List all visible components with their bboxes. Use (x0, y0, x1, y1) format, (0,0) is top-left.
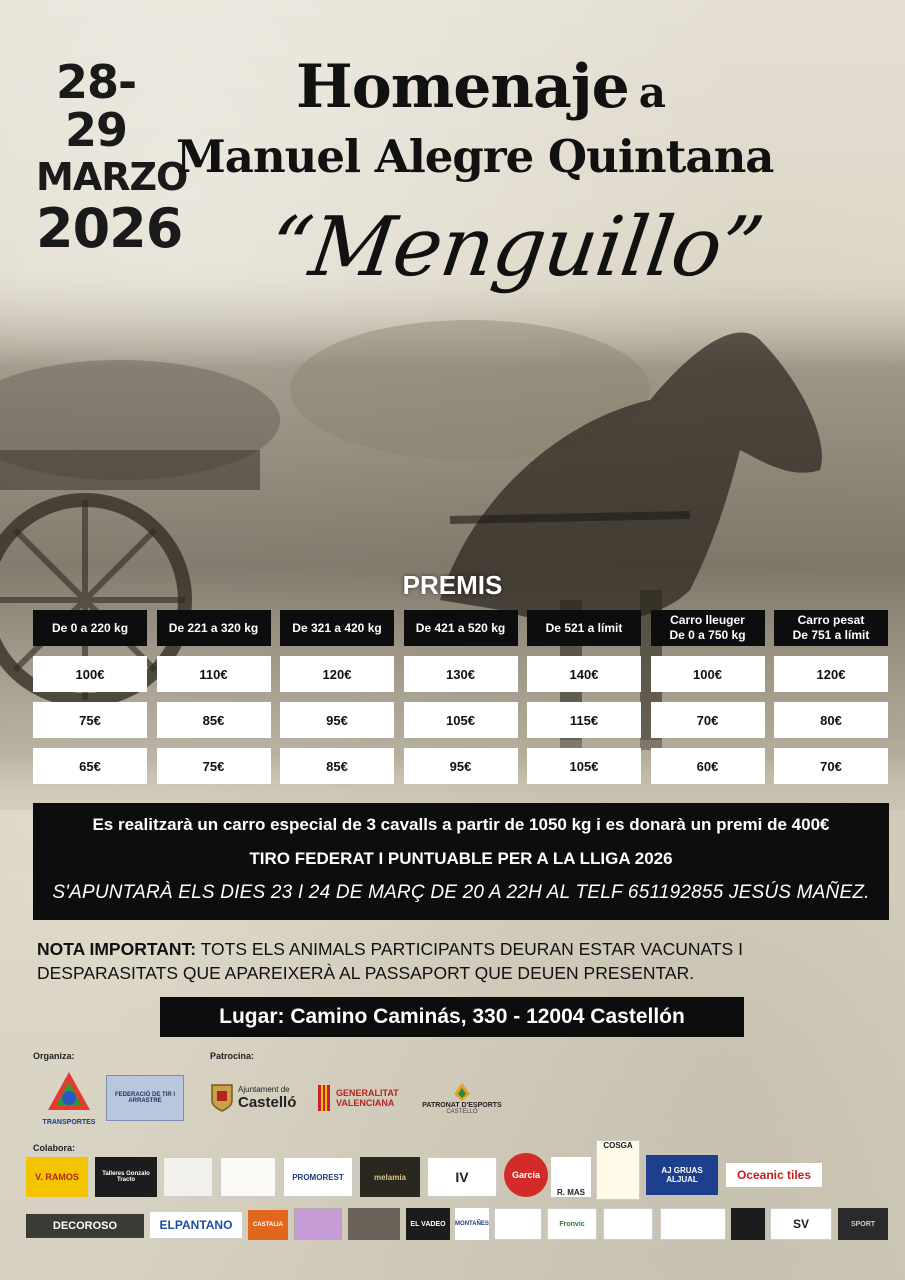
title-homenaje: Homenaje (296, 52, 629, 122)
prize-second: 95€ (280, 702, 394, 738)
sponsor-logo: R. MAS (551, 1157, 591, 1197)
prize-first: 110€ (157, 656, 271, 692)
sponsor-logo: MONTAÑES (455, 1208, 489, 1240)
castello-shield-icon (210, 1083, 234, 1113)
generalitat-logo (316, 1076, 412, 1120)
sponsor-logo: Fronvic (547, 1208, 597, 1240)
title-nickname: “Menguillo” (263, 200, 769, 295)
sponsor-logo: AJ GRUAS ALJUAL (646, 1155, 718, 1195)
triangle-logo-icon (46, 1070, 92, 1112)
sponsor-logo: melamia (360, 1157, 420, 1197)
prize-third: 65€ (33, 748, 147, 784)
prize-third: 95€ (404, 748, 518, 784)
sponsor-logo (660, 1208, 726, 1240)
patrocina-label: Patrocina: (210, 1051, 255, 1061)
category-header: De 421 a 520 kg (404, 610, 518, 646)
sponsor-logo: Talleres Gonzalo Tracto (95, 1157, 157, 1197)
federacio-logo: FEDERACIÓ DE TIR I ARRASTRE (106, 1075, 184, 1121)
ajuntament-text: Ajuntament de (238, 1085, 290, 1094)
sponsor-logo (348, 1208, 400, 1240)
generalitat-text: GENERALITAT (336, 1088, 399, 1098)
category-header: De 0 a 220 kg (33, 610, 147, 646)
category-header: De 221 a 320 kg (157, 610, 271, 646)
patronat-esports-logo (416, 1075, 508, 1121)
special-cart-text: Es realitzarà un carro especial de 3 cavalls a partir de 1050 kg i es donarà un premi de 400€ (92, 815, 830, 834)
valenciana-text: VALENCIANA (336, 1098, 395, 1108)
sponsor-logo: SPORT (838, 1208, 888, 1240)
sponsor-logo (603, 1208, 653, 1240)
sponsor-logo (163, 1157, 213, 1197)
castello-text: Castelló (238, 1094, 297, 1111)
prize-third: 75€ (157, 748, 271, 784)
sponsor-logo: COSGA (596, 1140, 640, 1200)
prize-first: 100€ (33, 656, 147, 692)
sponsor-logo (494, 1208, 542, 1240)
category-header: De 321 a 420 kg (280, 610, 394, 646)
category-header: Carro pesat De 751 a límit (774, 610, 888, 646)
sponsor-logo: García (504, 1153, 548, 1197)
sponsor-logo (731, 1208, 765, 1240)
transportes-logo (36, 1068, 102, 1126)
prize-second: 105€ (404, 702, 518, 738)
category-header: De 521 a límit (527, 610, 641, 646)
premis-heading: PREMIS (402, 570, 503, 600)
prize-first: 140€ (527, 656, 641, 692)
title-line1 (296, 52, 665, 122)
prize-third: 85€ (280, 748, 394, 784)
prize-third: 70€ (774, 748, 888, 784)
prize-first: 100€ (651, 656, 765, 692)
prize-first: 120€ (280, 656, 394, 692)
sponsor-logo: V. RAMOS (26, 1157, 88, 1197)
patronat-sub: CASTELLÓ (446, 1108, 478, 1115)
prize-second: 75€ (33, 702, 147, 738)
ajuntament-castello-logo (210, 1078, 306, 1118)
prize-second: 85€ (157, 702, 271, 738)
date-days: 28-29 (55, 55, 137, 157)
prize-third: 105€ (527, 748, 641, 784)
prize-third: 60€ (651, 748, 765, 784)
sponsor-logo: DECOROSO (26, 1214, 144, 1238)
transportes-text: TRANSPORTES (42, 1119, 96, 1126)
patronat-text: PATRONAT D'ESPORTS (422, 1101, 502, 1109)
registration-text: S'APUNTARÀ ELS DIES 23 I 24 DE MARÇ DE 20 A 22H AL TELF 651192855 JESÚS MAÑEZ. (52, 882, 870, 903)
category-header: Carro lleuger De 0 a 750 kg (651, 610, 765, 646)
generalitat-emblem-icon (316, 1081, 332, 1115)
title-line2: Manuel Alegre Quintana (176, 130, 774, 183)
note-label: NOTA IMPORTANT: (37, 939, 197, 959)
colabora-label: Colabora: (33, 1143, 76, 1153)
prize-second: 70€ (651, 702, 765, 738)
note-text: TOTS ELS ANIMALS PARTICIPANTS DEURAN ESTAR VACUNATS I DESPARASITATS QUE APAREIXERÀ AL PASSAPORT QUE DEUEN PRESENTAR. (37, 939, 743, 983)
organiza-label: Organiza: (33, 1051, 75, 1061)
sponsor-logo: ELPANTANO (150, 1212, 242, 1238)
league-text: TIRO FEDERAT I PUNTUABLE PER A LA LLIGA 2026 (249, 849, 673, 868)
prize-first: 120€ (774, 656, 888, 692)
sponsor-logo (294, 1208, 342, 1240)
sponsor-logo: CASTALIA (248, 1210, 288, 1240)
sponsor-logo (220, 1157, 276, 1197)
important-note (37, 937, 887, 985)
date-year: 2026 (36, 197, 183, 260)
sponsor-logo: EL VADEO (406, 1208, 450, 1240)
sponsor-logo: IV (427, 1157, 497, 1197)
sponsor-logo: SV (770, 1208, 832, 1240)
sponsor-logo: PROMOREST (283, 1157, 353, 1197)
prize-first: 130€ (404, 656, 518, 692)
venue-box: Lugar: Camino Caminás, 330 - 12004 Castellón (160, 997, 744, 1037)
sponsor-logo: Oceanic tiles (726, 1163, 822, 1187)
prize-second: 115€ (527, 702, 641, 738)
date-month: MARZO (36, 155, 188, 199)
event-date (36, 55, 188, 260)
info-box (33, 803, 889, 920)
prize-second: 80€ (774, 702, 888, 738)
patronat-flame-icon (452, 1082, 472, 1102)
title-a: a (638, 68, 665, 117)
